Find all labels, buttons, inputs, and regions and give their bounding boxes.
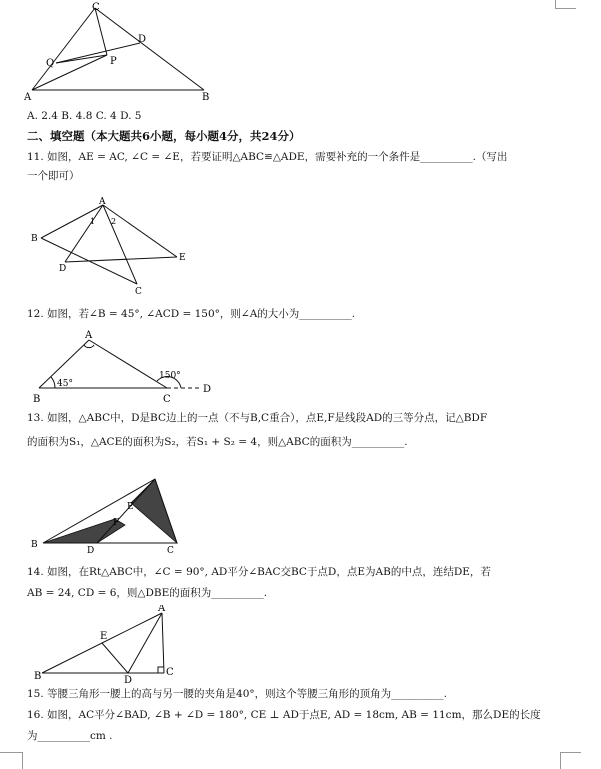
label-d: D bbox=[124, 675, 133, 685]
label-b: B bbox=[202, 92, 210, 102]
q13-line1: 13. 如图，△ABC中，D是BC边上的一点（不与B,C重合），点E,F是线段AD的三等分点，记△BDF bbox=[27, 412, 488, 424]
q16-line1: 16. 如图，AC平分∠BAD, ∠B + ∠D = 180°, CE ⊥ AD于点E, AD = 18cm, AB = 11cm，那么DE的长度 bbox=[27, 709, 541, 721]
label-c: C bbox=[167, 546, 174, 555]
label-e: E bbox=[127, 502, 134, 512]
label-a: A bbox=[85, 330, 93, 341]
label-a: A bbox=[158, 605, 166, 614]
label-angle-45: 45° bbox=[57, 379, 73, 389]
label-angle-2: 2 bbox=[111, 217, 117, 226]
triangle-figure-q10 bbox=[22, 0, 222, 102]
label-p: P bbox=[110, 56, 117, 67]
label-e: E bbox=[179, 253, 186, 263]
q11-line1: 11. 如图，AE = AC, ∠C = ∠E，若要证明△ABC≌△ADE，需要补充的一个条件是__________.（写出 bbox=[27, 151, 508, 163]
label-b: B bbox=[34, 671, 42, 682]
label-a: A bbox=[24, 92, 32, 102]
q12-text: 12. 如图，若∠B = 45°, ∠ACD = 150°，则∠A的大小为__________. bbox=[27, 308, 356, 320]
label-b: B bbox=[33, 394, 41, 405]
q14-line2: AB = 24, CD = 6，则△DBE的面积为__________. bbox=[27, 587, 268, 599]
corner-mark-top-right bbox=[555, 0, 576, 9]
label-c: C bbox=[135, 287, 142, 296]
label-c: C bbox=[163, 394, 171, 405]
figure-q12 bbox=[27, 326, 227, 406]
label-e: E bbox=[100, 631, 108, 642]
q10-options: A. 2.4 B. 4.8 C. 4 D. 5 bbox=[27, 110, 142, 122]
label-b: B bbox=[31, 540, 38, 550]
label-d: D bbox=[203, 384, 212, 395]
label-q: Q bbox=[46, 58, 55, 69]
q13-line2: 的面积为S₁，△ACE的面积为S₂，若S₁ + S₂ = 4，则△ABC的面积为__________. bbox=[27, 436, 408, 448]
label-d: D bbox=[59, 264, 67, 274]
label-a: A bbox=[99, 197, 106, 207]
label-f: F bbox=[113, 518, 120, 528]
q16-line2: 为__________cm . bbox=[27, 730, 113, 742]
figure-q14 bbox=[30, 605, 190, 685]
label-b: B bbox=[31, 234, 38, 244]
section-2-title: 二、填空题（本大题共6小题，每小题4分，共24分） bbox=[27, 129, 301, 143]
q14-line1: 14. 如图，在Rt△ABC中，∠C = 90°, AD平分∠BAC交BC于点D，点E为AB的中点，连结DE，若 bbox=[27, 566, 491, 578]
q15-text: 15. 等腰三角形一腰上的高与另一腰的夹角是40°，则这个等腰三角形的顶角为__________. bbox=[27, 688, 447, 700]
figure-q13 bbox=[27, 465, 197, 555]
figure-q11 bbox=[27, 196, 197, 296]
q11-line2: 一个即可） bbox=[27, 170, 80, 182]
label-angle-1: 1 bbox=[90, 217, 96, 226]
corner-mark-bottom-left bbox=[0, 752, 23, 769]
label-d: D bbox=[138, 34, 147, 45]
corner-mark-bottom-right bbox=[560, 752, 581, 769]
label-c: C bbox=[92, 2, 100, 13]
label-angle-150: 150° bbox=[159, 371, 181, 381]
label-d: D bbox=[87, 546, 95, 555]
label-c: C bbox=[166, 667, 174, 678]
